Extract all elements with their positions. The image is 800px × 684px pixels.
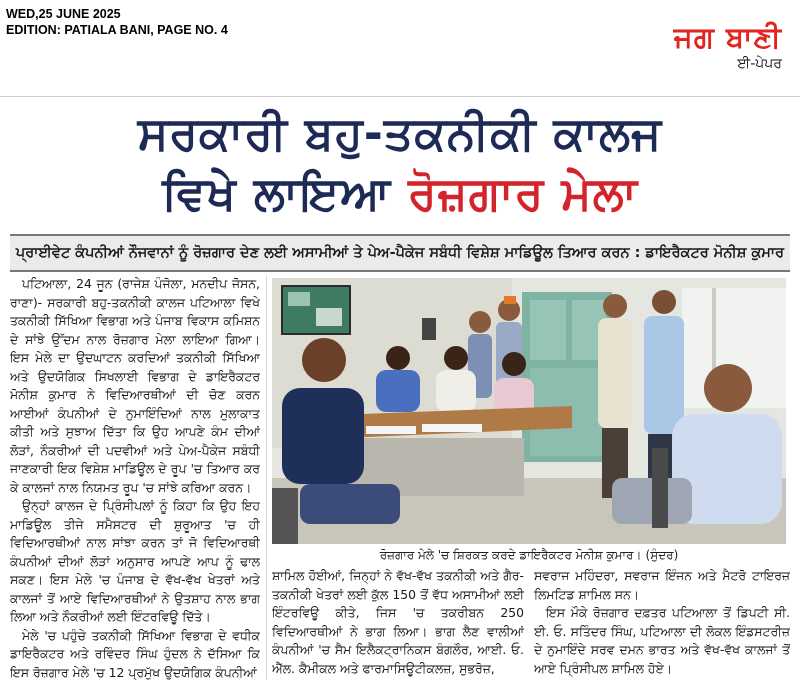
logo-subtitle: ਈ-ਪੇਪਰ — [737, 56, 782, 72]
headline-line-1: ਸਰਕਾਰੀ ਬਹੁ-ਤਕਨੀਕੀ ਕਾਲਜ — [137, 106, 663, 160]
article-paragraph: ਪਟਿਆਲਾ, 24 ਜੂਨ (ਰਾਜੇਸ਼ ਪੰਜੋਲਾ, ਮਨਦੀਪ ਜੋਸਨ, ਰਾਣਾ)- ਸਰਕਾਰੀ ਬਹੁ-ਤਕਨੀਕੀ ਕਾਲਜ ਪਟਿਆਲਾ ਵਿਖੇ ਤਕਨੀਕੀ ਸਿੱਖਿਆ ਵਿਭਾਗ ਅਤੇ ਪੰਜਾਬ ਵਿਕਾਸ ਕਮਿਸ਼ਨ ਦੇ ਸਾਂਝੇ ਉੱਦਮ ਨਾਲ ਰੋਜ਼ਗਾਰ ਮੇਲਾ ਲਾਇਆ ਗਿਆ। ਇਸ ਮੇਲੇ ਦਾ ਉਦਘਾਟਨ ਕਰਦਿਆਂ ਤਕਨੀਕੀ ਸਿੱਖਿਆ ਅਤੇ ਉਦਯੋਗਿਕ ਸਿਖਲਾਈ ਵਿਭਾਗ ਦੇ ਡਾਇਰੈਕਟਰ ਮੋਨੀਸ਼ ਕੁਮਾਰ ਨੇ ਵਿਦਿਆਰਥੀਆਂ ਦੀ ਚੋਣ ਕਰਨ ਆਈਆਂ ਕੰਪਨੀਆਂ ਦੇ ਨੁਮਾਇੰਦਿਆਂ ਨਾਲ ਮੁਲਾਕਾਤ ਕੀਤੀ ਅਤੇ ਸੁਝਾਅ ਦਿੱਤਾ ਕਿ ਉਹ ਆਪਣੇ ਕੰਮ ਦੀਆਂ ਲੋੜਾਂ, ਨੌਕਰੀਆਂ ਦੀ ਪਦਵੀਆਂ ਅਤੇ ਪੇਅ-ਪੈਕੇਜ ਸਬੰਧੀ ਜਾਣਕਾਰੀ ਇਕ ਵਿਸ਼ੇਸ਼ ਮਾਡਿਊਲ ਦੇ ਰੂਪ 'ਚ ਤਿਆਰ ਕਰ ਕੇ ਕਾਲਜਾਂ ਨਾਲ ਨਿਯਮਤ ਰੂਪ 'ਚ ਸਾਂਝੇ ਕਰਿਆ ਕਰਨ। — [10, 276, 260, 495]
header-rule — [0, 96, 800, 97]
article-column-1 — [10, 275, 260, 680]
article-paragraph: ਇਸ ਮੌਕੇ ਰੋਜ਼ਗਾਰ ਦਫ਼ਤਰ ਪਟਿਆਲਾ ਤੋਂ ਡਿਪਟੀ ਸੀ. ਈ. ਓ. ਸਤਿੰਦਰ ਸਿੰਘ, ਪਟਿਆਲਾ ਦੀ ਲੋਕਲ ਇੰਡਸਟਰੀਜ਼ ਦੇ ਨੁਮਾਇੰਦੇ ਸਰਵ ਦਮਨ ਭਾਰਤ ਅਤੇ ਵੱਖ-ਵੱਖ ਕਾਲਜਾਂ ਤੋਂ ਆਏ ਪ੍ਰਿੰਸੀਪਲ ਸ਼ਾਮਿਲ ਹੋਏ। — [534, 605, 790, 676]
photo-caption — [272, 546, 786, 564]
article-column-2 — [272, 567, 524, 679]
photo-credit: (ਸੁੰਦਰ) — [645, 548, 679, 562]
edition-info — [6, 6, 228, 38]
logo-brand: ਜਗ ਬਾਣੀ — [673, 20, 782, 54]
article-paragraph: ਸ਼ਾਮਿਲ ਹੋਈਆਂ, ਜਿਨ੍ਹਾਂ ਨੇ ਵੱਖ-ਵੱਖ ਤਕਨੀਕੀ ਅਤੇ ਗੈਰ-ਤਕਨੀਕੀ ਖੇਤਰਾਂ ਲਈ ਕੁੱਲ 150 ਤੋਂ ਵੱਧ ਅਸਾਮੀਆਂ ਲਈ ਇੰਟਰਵਿਊ ਕੀਤੇ, ਜਿਸ 'ਚ ਤਕਰੀਬਨ 250 ਵਿਦਿਆਰਥੀਆਂ ਨੇ ਭਾਗ ਲਿਆ। ਭਾਗ ਲੈਣ ਵਾਲੀਆਂ ਕੰਪਨੀਆਂ 'ਚ ਸੈਮ ਇਲੈਕਟ੍ਰਾਨਿਕਸ ਬੰਗਲੌਰ, ਆਈ. ਓ. ਐੱਲ. ਕੈਮੀਕਲ ਅਤੇ ਫਾਰਮਾਸਿਊਟੀਕਲਜ਼, ਸੁਭਰੋਜ਼, — [272, 568, 524, 676]
photo-illustration — [272, 278, 786, 544]
edition-line: EDITION: PATIALA BANI, PAGE NO. 4 — [6, 23, 228, 37]
news-photo — [272, 278, 786, 544]
article-column-3 — [534, 567, 790, 679]
article-paragraph: ਮੇਲੇ 'ਚ ਪਹੁੰਚੇ ਤਕਨੀਕੀ ਸਿੱਖਿਆ ਵਿਭਾਗ ਦੇ ਵਧੀਕ ਡਾਇਰੈਕਟਰ ਅਤੇ ਰਵਿੰਦਰ ਸਿੰਘ ਹੁੰਦਲ ਨੇ ਦੱਸਿਆ ਕਿ ਇਸ ਰੋਜ਼ਗਾਰ ਮੇਲੇ 'ਚ 12 ਪ੍ਰਮੁੱਖ ਉਦਯੋਗਿਕ ਕੰਪਨੀਆਂ — [10, 627, 260, 680]
issue-date: WED,25 JUNE 2025 — [6, 7, 121, 21]
sub-headline: ਪ੍ਰਾਈਵੇਟ ਕੰਪਨੀਆਂ ਨੌਜਵਾਨਾਂ ਨੂੰ ਰੋਜ਼ਗਾਰ ਦੇਣ ਲਈ ਅਸਾਮੀਆਂ ਤੇ ਪੇਅ-ਪੈਕੇਜ ਸਬੰਧੀ ਵਿਸ਼ੇਸ਼ ਮਾਡਿਊਲ ਤਿਆਰ ਕਰਨ : ਡਾਇਰੈਕਟਰ ਮੋਨੀਸ਼ ਕੁਮਾਰ — [10, 234, 790, 272]
column-divider — [266, 275, 267, 680]
headline-line-2 — [0, 164, 800, 222]
article-paragraph: ਉਨ੍ਹਾਂ ਕਾਲਜ ਦੇ ਪ੍ਰਿੰਸੀਪਲਾਂ ਨੂੰ ਕਿਹਾ ਕਿ ਉਹ ਇਹ ਮਾਡਿਊਲ ਤੀਜੇ ਸਮੈਸਟਰ ਦੀ ਸ਼ੁਰੂਆਤ 'ਚ ਹੀ ਵਿਦਿਆਰਥੀਆਂ ਨਾਲ ਸਾਂਝਾ ਕਰਨ ਤਾਂ ਜੋ ਵਿਦਿਆਰਥੀ ਕੰਪਨੀਆਂ ਦੀਆਂ ਲੋੜਾਂ ਅਨੁਸਾਰ ਆਪਣੇ ਆਪ ਨੂੰ ਢਾਲ ਸਕਣ। ਇਸ ਮੇਲੇ 'ਚ ਪੰਜਾਬ ਦੇ ਵੱਖ-ਵੱਖ ਖੇਤਰਾਂ ਅਤੇ ਕਾਲਜਾਂ ਤੋਂ ਆਏ ਵਿਦਿਆਰਥੀਆਂ ਨੇ ਉਤਸ਼ਾਹ ਨਾਲ ਭਾਗ ਲਿਆ ਅਤੇ ਨੌਕਰੀਆਂ ਲਈ ਇੰਟਰਵਿਊ ਦਿੱਤੇ। — [10, 498, 260, 624]
caption-text: ਰੋਜ਼ਗਾਰ ਮੇਲੇ 'ਚ ਸ਼ਿਰਕਤ ਕਰਦੇ ਡਾਇਰੈਕਟਰ ਮੋਨੀਸ਼ ਕੁਮਾਰ। — [379, 548, 642, 562]
newspaper-logo — [674, 20, 782, 72]
article-paragraph: ਸਵਰਾਜ ਮਹਿੰਦਰਾ, ਸਵਰਾਜ ਇੰਜਨ ਅਤੇ ਮੈਟਰੋ ਟਾਇਰਜ਼ ਲਿਮਟਿਡ ਸ਼ਾਮਿਲ ਸਨ। — [534, 568, 790, 602]
headline-line-2-prefix: ਵਿਖੇ ਲਾਇਆ — [162, 166, 392, 220]
headline-highlight: ਰੋਜ਼ਗਾਰ ਮੇਲਾ — [408, 166, 638, 220]
